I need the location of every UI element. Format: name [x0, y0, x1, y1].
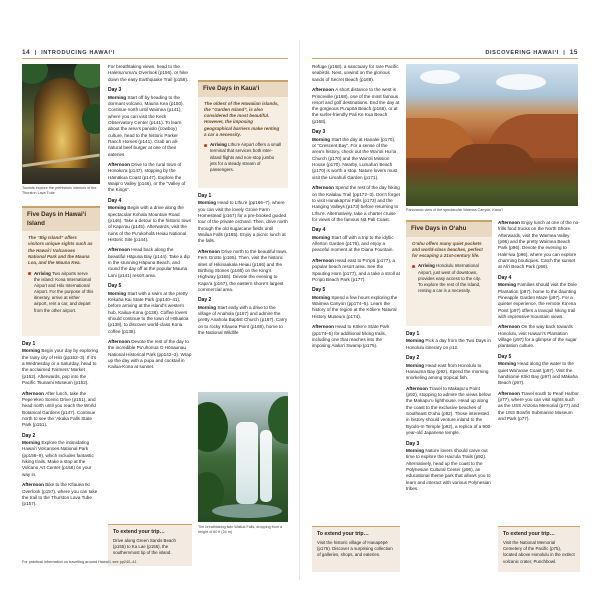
right-page	[300, 0, 600, 600]
waimea-canyon-caption: Panoramic view of the spectacular Waimea Canyon, Kaua‘i	[406, 208, 503, 212]
kauai-day1-heading: Day 1	[198, 193, 212, 199]
kauai-extend-title: To extend your trip…	[317, 531, 369, 537]
five-days-oahu-intro: O‘ahu offers many quiet pockets and world-class beaches, perfect for escaping a 21st-century life.	[412, 240, 483, 259]
five-days-oahu-bullet: Arriving Honolulu International Airport, just west of downtown, provides easy access to the city. To explore the rest of the island, renting a car is a necessity.	[412, 263, 486, 294]
five-days-oahu-title: Five Days in O‘ahu	[406, 222, 492, 237]
five-days-kauai-intro: The oldest of the Hawaiian islands, the “Garden Island”, is also considered the most beautiful. However, the imposing geographical barriers make renting a car a necessity.	[204, 100, 280, 138]
five-days-kauai-title: Five Days in Kaua‘i	[198, 82, 288, 97]
five-days-oahu-box	[406, 220, 492, 326]
oahu-column-6	[498, 220, 580, 524]
oahu-column-5	[406, 330, 492, 568]
lava-tube-caption: Tourists explore the prehistoric interiors of the Thurston Lava Tube	[22, 186, 97, 195]
kauai-day4-heading: Day 4	[312, 227, 326, 234]
hawaii-day1-afternoon: Afternoon After lunch, take the Pepe‘ekeo Scenic Drive (p151), and head north until you reach the World Botanical Gardens (p147). Continue north to see the ‘Akaka Falls State Park (p151).	[22, 390, 96, 428]
kauai-day2-heading: Day 2	[198, 297, 212, 304]
oahu-day2-morning: Morning Head east from Honolulu to Hanauma Bay (p92). Spend the morning snorkeling among tropical fish.	[406, 362, 489, 381]
kauai-extend-body: Visit the historic village of Hanapēpē (p176). Discover a surprising collection of galleries, shops, and eateries.	[317, 540, 393, 558]
oahu-day3-afternoon: Afternoon Enjoy lunch at one of the no-frills food trucks on the North Shore. Afterwards, visit the Waimea Valley (p96) and the pretty Waimea Beach Park (p96). Devote the evening to Hale‘iwa (p96), where you can explore charming boutiques. Catch the sunset at Ali‘i Beach Park (p96).	[498, 220, 580, 270]
five-days-oahu-list	[406, 261, 492, 300]
right-page-number: 15	[569, 49, 578, 56]
hawaii-extend-body: Drive along Green Sands Beach (p155) to Ka Lae (p155), the southernmost tip of the island.	[113, 538, 176, 556]
five-days-kauai-box	[198, 80, 288, 188]
hawaii-day5-afternoon: Afternoon Devote the rest of the day to the incredible Pu‘uhonua O Hōnaunau National Historical Park (pp142–3). Wrap up the day with a pupu and cocktail in Kailua-Kona at sunset.	[108, 339, 192, 370]
five-days-hawaii-bullet: Arriving Two airports serve the island: Kona International Airport and Hilo International Airport. For the purpose of this itinerary, arrive at either airport, rent a car, and depart from the other airport.	[28, 271, 94, 314]
hawaii-day3-heading: Day 3	[108, 87, 122, 94]
oahu-day4-heading: Day 4	[498, 274, 512, 281]
kauai-day2-afternoon: Afternoon A short distance to the west is Princeville (p168), one of the most famous resort and golf destinations. End the day at the gorgeous Pu‘upōā Beach (p168), or at the surfer-friendly Pali Ke Kua Beach (p168).	[312, 87, 400, 124]
oahu-day4-afternoon: Afternoon On the way back towards Honolulu, visit Hawai‘i’s Plantation Village (p97) for a glimpse of the sugar plantation culture.	[498, 324, 577, 349]
oahu-day5-morning: Morning Head along the water to the quiet Wai‘anae Coast (p97). Visit the handsome Kōkī Bay (p97) and Mākaha Beach (p97).	[498, 361, 578, 386]
practical-info-footnote: For practical information on travelling around Hawai‘i, see pp240–41	[22, 560, 137, 564]
hawaii-col2-lead: For breathtaking views, head to the Halema‘uma‘u Overlook (p156), or hike down the easy Earthquake Trail (p158).	[108, 64, 189, 82]
oahu-extend-title: To extend your trip…	[503, 531, 555, 537]
kauai-day3-afternoon: Afternoon Spend the rest of the day hiking on the Kalalau Trail (pp172–3). Don’t forget to visit Hanakāpī‘ai Falls (p173) and the Hanging Valleys (p173) before returning to Līhu‘e. Alternatively, take a charter cruise for views of the famous Nā Pali Coast.	[312, 185, 400, 222]
five-days-kauai-list	[198, 140, 288, 179]
five-days-hawaii-list	[22, 269, 100, 320]
oahu-day1-morning: Morning Pick a day from the Two Days in Honolulu itinerary on p12.	[406, 338, 491, 350]
wailua-falls-photo	[198, 392, 288, 522]
hawaii-day4-morning: Morning Begin with a drive along the spectacular Kohala Mountain Road (p146). Take a detour to the historic town of Kapa‘au (p145). Afterwards, visit the ruins of the Pu‘ukoholā Heiau National Historic Site (p144).	[108, 205, 192, 242]
hawaii-day4-afternoon: Afternoon Head back along the beautiful Hāpuna Bay (p144). Take a dip in the stunning Hāpuna Beach, and round the day off at the popular Mauna Lani (p141) resort area.	[108, 247, 190, 278]
hawaii-day4-heading: Day 4	[108, 197, 122, 204]
lava-tube-photo	[22, 64, 100, 184]
kauai-day1-morning: Morning Head to Līhu‘e (pp166–7), where you can visit the lovely Grove Farm Homestead (p167) for a pre-booked guided tour of the private orchard. Then, drive north through the old sugarcane fields until Wailua Falls (p165). Enjoy a picnic lunch at the falls.	[198, 200, 288, 244]
wailua-falls-caption: The breathtaking twin Wailua Falls, dropping from a height of 80 ft (24 m)	[198, 525, 283, 534]
oahu-day4-morning: Morning Families should visit the Dole Plantation (p97), home to the daunting Pineapple Garden Maze (p97). For a quieter experience, the remote Ka‘ena Point (p97) offers a tranquil hiking trail with impressive mountain views.	[498, 282, 577, 319]
hawaii-day5-heading: Day 5	[108, 283, 122, 290]
hawaii-day2-heading: Day 2	[22, 432, 36, 439]
kauai-extend-box	[312, 526, 400, 572]
kauai-day5-morning: Morning Spend a few hours exploring the Waimea Canyon (pp174–5). Learn the history of the region at the Kōke‘e Natural History Museum (p174).	[312, 294, 398, 319]
five-days-hawaii-intro: The “Big Island” offers visitors unique sights such as the Hawai‘i Volcanoes National Park and the Mauna Loa, and the Mauna Kea.	[28, 235, 93, 266]
hawaii-day1-morning: Morning Begin your day by exploring the rainy city of Hilo (pp152–3). If it’s a Wednesday or a Saturday, head to the acclaimed Farmers’ Market (p152). Afterwards, pop into the Pacific Tsunami Museum (p152).	[22, 348, 99, 386]
five-days-kauai-bullet: Arriving Līhu‘e Airport offers a small terminal that services both inter-island flights and non-stop jumbo jets for a steady stream of passengers.	[204, 142, 282, 173]
hawaii-day2-morning: Morning Explore the intimidating Hawai‘i Volcanoes National Park (pp156–9), which includes fantastic hiking trails. Make a stop at the Volcano Art Center (p158) on your way in.	[22, 440, 94, 477]
oahu-extend-box	[498, 526, 580, 572]
left-page-number: 14	[22, 49, 31, 56]
kauai-column-4	[312, 64, 400, 528]
five-days-hawaii-title: Five Days in Hawai‘i Island	[22, 208, 100, 231]
right-running-head: DISCOVERING HAWAI‘I | 15	[485, 49, 578, 56]
kauai-day3-morning: Morning Start the day at Hanalei (p170), or “Crescent Bay”. For a sense of the area’s history, check out the Wai‘oli Hui‘ia Church (p170) and the Wai‘oli Mission House (p170). Nearby, Lumaha‘i Beach (p170) is worth a stop. Nature lovers must visit the Limahuli Garden (p171).	[312, 136, 398, 180]
left-running-head: 14 | INTRODUCING HAWAI‘I	[22, 49, 115, 56]
five-days-hawaii-box	[22, 206, 100, 336]
left-header-rule	[22, 58, 288, 59]
oahu-extend-body: Visit the National Memorial Cemetery of the Pacific (p75), located above Honolulu in the extinct volcanic crater, Punchbowl.	[503, 540, 575, 564]
hawaii-day3-afternoon: Afternoon Drive to the rural town of Honoka‘a (p147), stopping by the Hāmākua Coast (p147). Explore the Waipi‘o Valley (p146), or the “Valley of the Kings”.	[108, 162, 186, 193]
hawaii-day1-heading: Day 1	[22, 341, 36, 347]
right-section-title: DISCOVERING HAWAI‘I	[485, 50, 559, 56]
kauai-day1-afternoon: Afternoon Drive north to the beautiful town, Fern Grotto (p165). Then, visit the historic sites of Hikinaakala Heiau (p166) and the Birthing Stones (p166) on the King’s Highway (p166). Devote the evening to Kapa‘a (p167), the eastern shore’s largest commercial area.	[198, 248, 288, 292]
oahu-day3-morning: Morning Nature lovers should carve out time to explore the Hau‘ula Trails (p92). Alternatively, head up the coast to the Polynesian Cultural Center (p96), an educational theme park that allows you to learn and interact with various Polynesian tribes.	[406, 448, 491, 491]
hawaii-day5-morning: Morning Start with a swim at the pretty Kekaha Kai State Park (pp140–41), before arriving at the island’s western hub, Kailua-Kona (p138). Coffee lovers should continue to the town of Hōlualoa (p138), to discover world-class Kona coffee (p138).	[108, 290, 189, 334]
oahu-day5-heading: Day 5	[498, 353, 512, 360]
kauai-col4-lead: Refuge (p168), a sanctuary for rare Pacific seabirds. Next, unwind on the glorious sands of Secret Beach (p168).	[312, 64, 399, 82]
left-section-title: INTRODUCING HAWAI‘I	[41, 50, 115, 56]
kauai-day2-morning: Morning Start early with a drive to the village of Anahola (p167) and admire the pretty Anahola Baptist Church (p167). Carry on to rocky Kīlauea Point (p168), home to the National Wildlife	[198, 304, 288, 336]
hawaii-day3-morning: Morning Start off by heading to the dormant volcano, Mauna Kea (p150). Continue north until Waimea (p141), where you can visit the Keck Observatory Center (p141). To learn about the area’s paniolo (cowboy) culture, head to the historic Parker Ranch Homes (p141). Grab an all-natural beef burger at one of their eateries.	[108, 94, 184, 157]
kauai-day5-afternoon: Afternoon Head to Kōke‘e State Park (pp174–5) for additional hiking trails, including one that reaches into the imposing Alaka‘i Swamp (p175).	[312, 324, 390, 349]
oahu-day5-afternoon: Afternoon Travel south to Pearl Harbor (p77), where you can visit sights such as the USS Arizona Memorial (p77) and the USS Bowfin Submarine Museum and Park (p77).	[498, 390, 579, 422]
hawaii-column-2	[108, 64, 192, 524]
oahu-day2-heading: Day 2	[406, 355, 420, 362]
kauai-day4-afternoon: Afternoon Head east to Po‘ipū (p177), a popular beach resort area. See the Spouting Horn (p177), and a take a stroll at Po‘ipū Beach Park (p177).	[312, 257, 400, 282]
right-header-rule	[312, 58, 578, 59]
hawaii-column-1	[22, 340, 100, 556]
oahu-day3-heading: Day 3	[406, 440, 420, 447]
waimea-canyon-photo	[406, 64, 578, 206]
kauai-day4-morning: Morning Start off with a trip to the idyllic Allerton Garden (p176), and enjoy a peaceful moment at the Diana Fountain.	[312, 234, 394, 253]
oahu-day2-afternoon: Afternoon Travel to Makapu‘u Point (p92), stopping to admire the views below the Makapu‘u lighthouse. Head up along the coast to the exclusive beaches of Southeast O‘ahu (p92). Those interested in history should venture inland to the Byodo-In Temple (p92), a replica of a 900-year-old Japanese temple.	[406, 385, 492, 436]
kauai-day5-heading: Day 5	[312, 287, 326, 294]
oahu-day1-heading: Day 1	[406, 331, 420, 337]
kauai-day3-heading: Day 3	[312, 129, 326, 136]
hawaii-extend-title: To extend your trip…	[113, 529, 165, 535]
hawaii-day2-afternoon: Afternoon Bike to the Kīlauea Iki Overlook (p157), where you can take the trail to the Thurston Lava Tube (p157).	[22, 482, 98, 507]
kauai-column-3	[198, 192, 288, 386]
